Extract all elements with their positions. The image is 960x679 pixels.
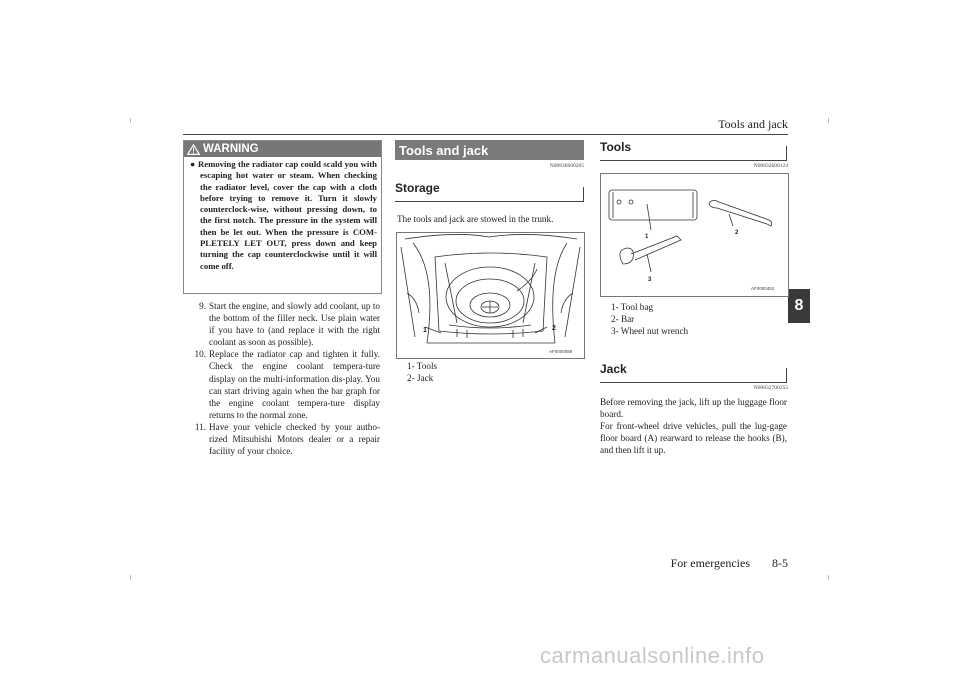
caption-item: 2- Bar (611, 314, 635, 325)
jack-paragraph: Before removing the jack, lift up the luggage floor board. (600, 397, 787, 420)
running-header: Tools and jack (718, 117, 788, 131)
step-item (185, 348, 380, 421)
jack-paragraph: For front-wheel drive vehicles, pull the lug-gage floor board (A) rearward to release the hooks (B), and then lift it up. (600, 421, 787, 456)
step-number: 11. (194, 421, 206, 432)
step-number: 10. (194, 349, 206, 360)
chapter-tab: 8 (788, 289, 810, 323)
footer-section: For emergencies (670, 556, 750, 570)
step-number: 9. (199, 301, 206, 311)
warning-header (184, 141, 381, 157)
caption-item: 1- Tool bag (611, 302, 654, 312)
heading-text: Tools (600, 140, 632, 154)
reference-code: N00832700255 (753, 385, 788, 391)
header-rule (183, 134, 788, 135)
crop-mark (130, 118, 131, 123)
subheading-text: Storage (395, 181, 440, 195)
trunk-drawing (397, 233, 584, 358)
step-text: Have your vehicle checked by your autho-rized Mitsubishi Motors dealer or a repair facility of your choice. (209, 421, 380, 457)
subheading-rule (583, 187, 584, 201)
section-heading-tools-and-jack: Tools and jack (395, 140, 584, 160)
step-text: Start the engine, and slowly add coolant, up to the bottom of the filler neck. Use plain water if you have to (and replace it with the right coolant as soon as possible). (209, 301, 380, 348)
callout-1: 1 (423, 327, 427, 334)
warning-body (184, 157, 381, 272)
caption-item: 2- Jack (407, 373, 434, 384)
warning-label: WARNING (203, 143, 259, 155)
page-number: 8-5 (772, 556, 788, 570)
procedure-steps (185, 300, 380, 457)
heading-rule (786, 146, 787, 160)
storage-captions (407, 360, 437, 384)
crop-mark (130, 575, 131, 580)
callout-1: 1 (645, 234, 649, 240)
tools-captions (611, 301, 688, 337)
warning-triangle-icon (187, 144, 200, 155)
trunk-illustration (396, 232, 585, 359)
tools-illustration (600, 173, 789, 297)
callout-2: 2 (735, 230, 739, 236)
step-item (185, 421, 380, 457)
figure-code: AF0000089 (549, 349, 573, 354)
reference-code: N00832600124 (753, 163, 788, 169)
heading-rule (786, 368, 787, 382)
jack-instructions (600, 396, 787, 456)
step-text: Replace the radiator cap and tighten it fully. Check the engine coolant tempera-ture display on the multi-information dis-play. You can start driving again when the bar graph for the engine coolant tempera-ture display returns to the normal zone. (209, 349, 380, 420)
page-footer (671, 556, 788, 571)
crop-mark (828, 118, 829, 123)
heading-jack (600, 362, 787, 383)
crop-mark (828, 575, 829, 580)
callout-2: 2 (552, 325, 556, 332)
caption-item: 1- Tools (407, 361, 438, 371)
watermark: carmanualsonline.info (540, 643, 765, 668)
warning-text: Removing the radiator cap could scald you with escaping hot water or steam. When checking the radiator level, cover the cap with a cloth before trying to remove it. Turn it slowly counterclock-wise, without pressing down, to the first notch. The pressure in the system will then be let out. When the pressure is COM-PLETELY LET OUT, press down and keep turning the cap counterclockwise until it will come off. (197, 159, 378, 271)
subheading-storage (395, 181, 584, 202)
tools-drawing (601, 174, 788, 296)
heading-text: Jack (600, 362, 627, 376)
storage-text: The tools and jack are stowed in the trunk. (397, 214, 554, 224)
heading-tools (600, 140, 787, 161)
step-item (185, 300, 380, 348)
warning-box (183, 140, 382, 294)
bullet-icon: ● (190, 159, 198, 169)
figure-code: AF0000452 (751, 286, 775, 291)
caption-item: 3- Wheel nut wrench (611, 326, 689, 337)
reference-code: N00836600265 (549, 163, 584, 169)
callout-3: 3 (648, 277, 652, 283)
